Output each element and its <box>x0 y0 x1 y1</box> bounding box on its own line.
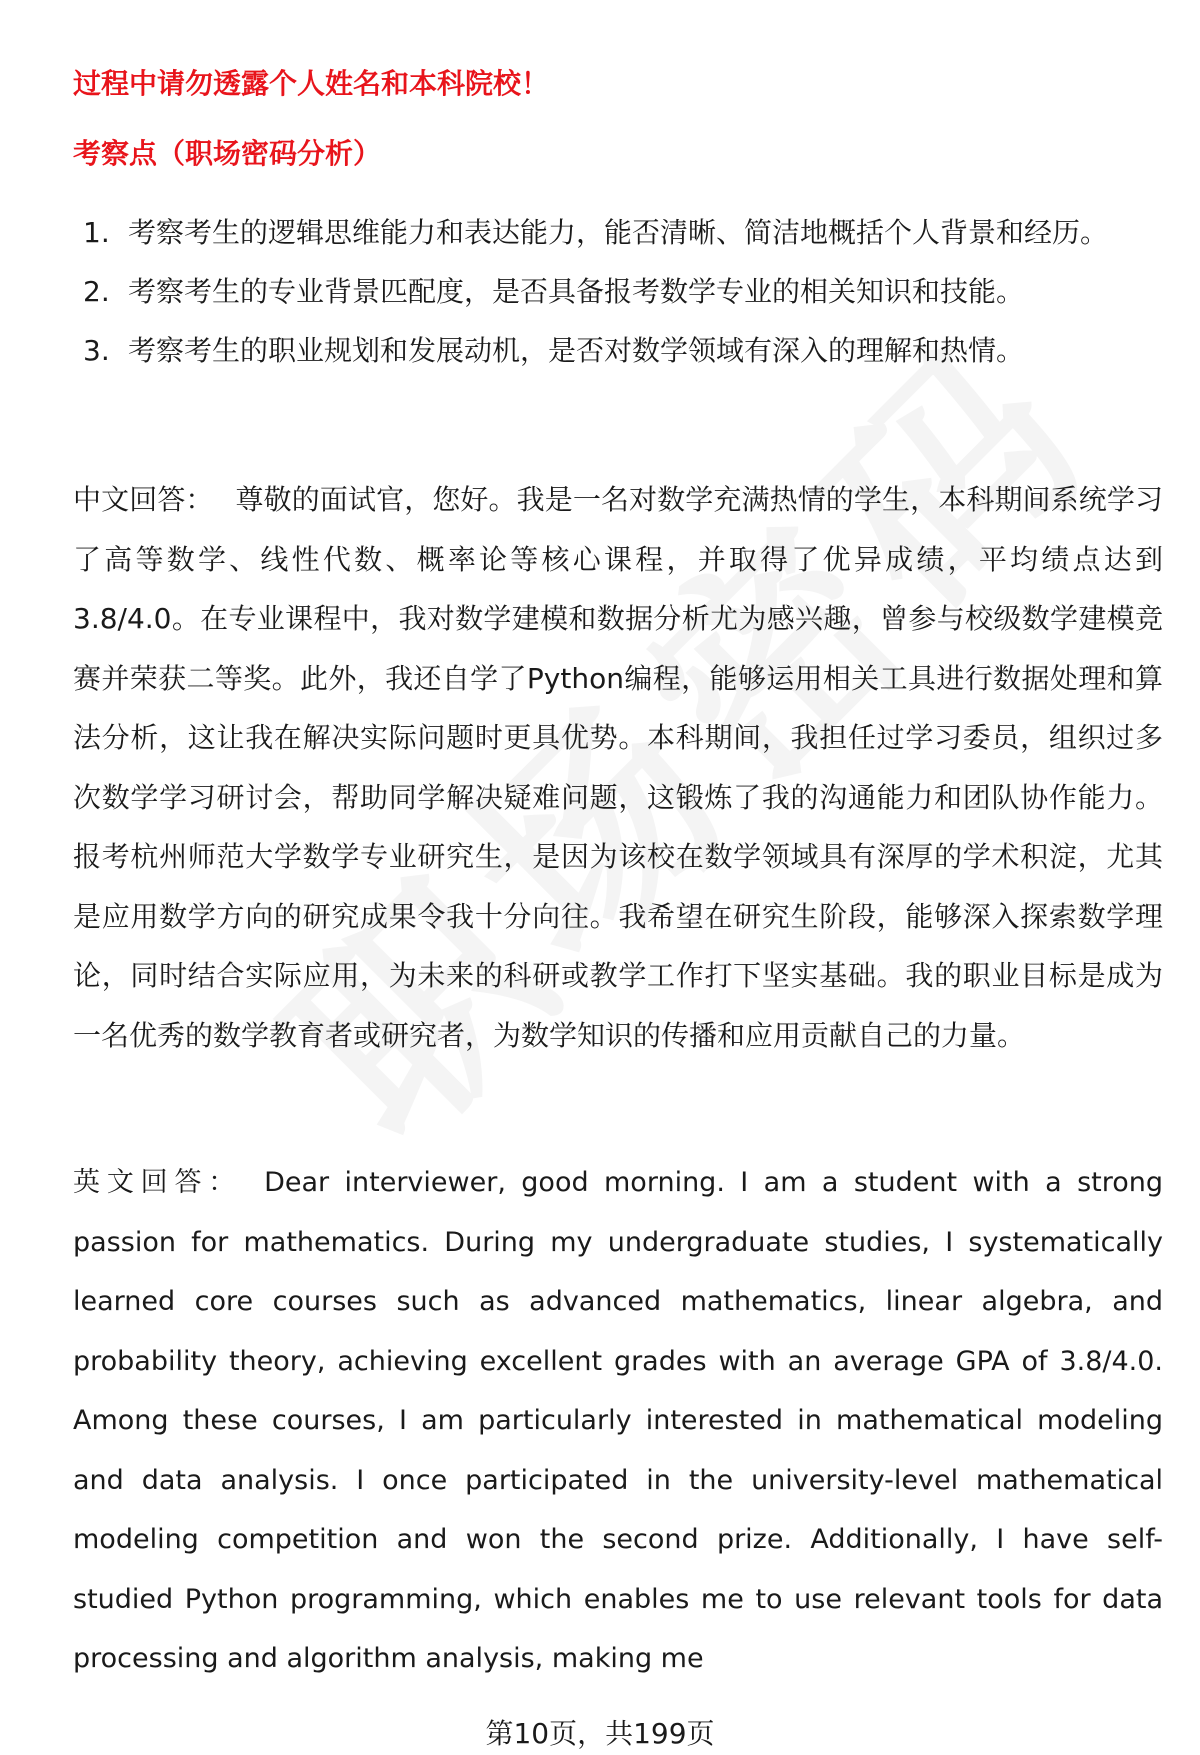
list-item <box>83 321 1133 380</box>
chinese-answer <box>73 470 1163 1065</box>
list-item <box>83 262 1133 321</box>
privacy-warning: 过程中请勿透露个人姓名和本科院校！ <box>73 67 550 100</box>
english-answer <box>73 1153 1163 1689</box>
list-item <box>83 203 1133 262</box>
list-number: 2. <box>83 275 110 308</box>
chinese-answer-text: 尊敬的面试官，您好。我是一名对数学充满热情的学生，本科期间系统学习了高等数学、线性代数、概率论等核心课程，并取得了优异成绩，平均绩点达到3.8/4.0。在专业课程中，我对数学建模和数据分析尤为感兴趣，曾参与校级数学建模竞赛并荣获二等奖。此外，我还自学了Python编程，能够运用相关工具进行数据处理和算法分析，这让我在解决实际问题时更具优势。本科期间，我担任过学习委员，组织过多次数学学习研讨会，帮助同学解决疑难问题，这锻炼了我的沟通能力和团队协作能力。报考杭州师范大学数学专业研究生，是因为该校在数学领域具有深厚的学术积淀，尤其是应用数学方向的研究成果令我十分向往。我希望在研究生阶段，能够深入探索数学理论，同时结合实际应用，为未来的科研或教学工作打下坚实基础。我的职业目标是成为一名优秀的数学教育者或研究者，为数学知识的传播和应用贡献自己的力量。 <box>73 483 1163 1052</box>
list-number: 3. <box>83 334 110 367</box>
chinese-answer-label: 中文回答： <box>73 483 214 516</box>
page-number-footer: 第10页，共199页 <box>485 1717 715 1750</box>
list-number: 1. <box>83 216 110 249</box>
list-item-text: 考察考生的专业背景匹配度，是否具备报考数学专业的相关知识和技能。 <box>128 275 1025 308</box>
list-item-text: 考察考生的逻辑思维能力和表达能力，能否清晰、简洁地概括个人背景和经历。 <box>128 216 1109 249</box>
english-answer-text: Dear interviewer, good morning. I am a student with a strong passion for mathematics. During my undergraduate studies, I systematically learned core courses such as advanced mathematics, linear algebra, and probability theory, achieving excellent grades with an average GPA of 3.8/4.0. Among these courses, I am particularly interested in mathematical modeling and data analysis. I once participated in the university-level mathematical modeling competition and won the second prize. Additionally, I have self-studied Python programming, which enables me to use relevant tools for data processing and algorithm analysis, making me <box>73 1167 1164 1674</box>
assessment-points-list <box>83 203 1133 380</box>
english-answer-label: 英文回答： <box>73 1167 243 1198</box>
list-item-text: 考察考生的职业规划和发展动机，是否对数学领域有深入的理解和热情。 <box>128 334 1025 367</box>
section-title: 考察点（职场密码分析） <box>73 137 382 170</box>
